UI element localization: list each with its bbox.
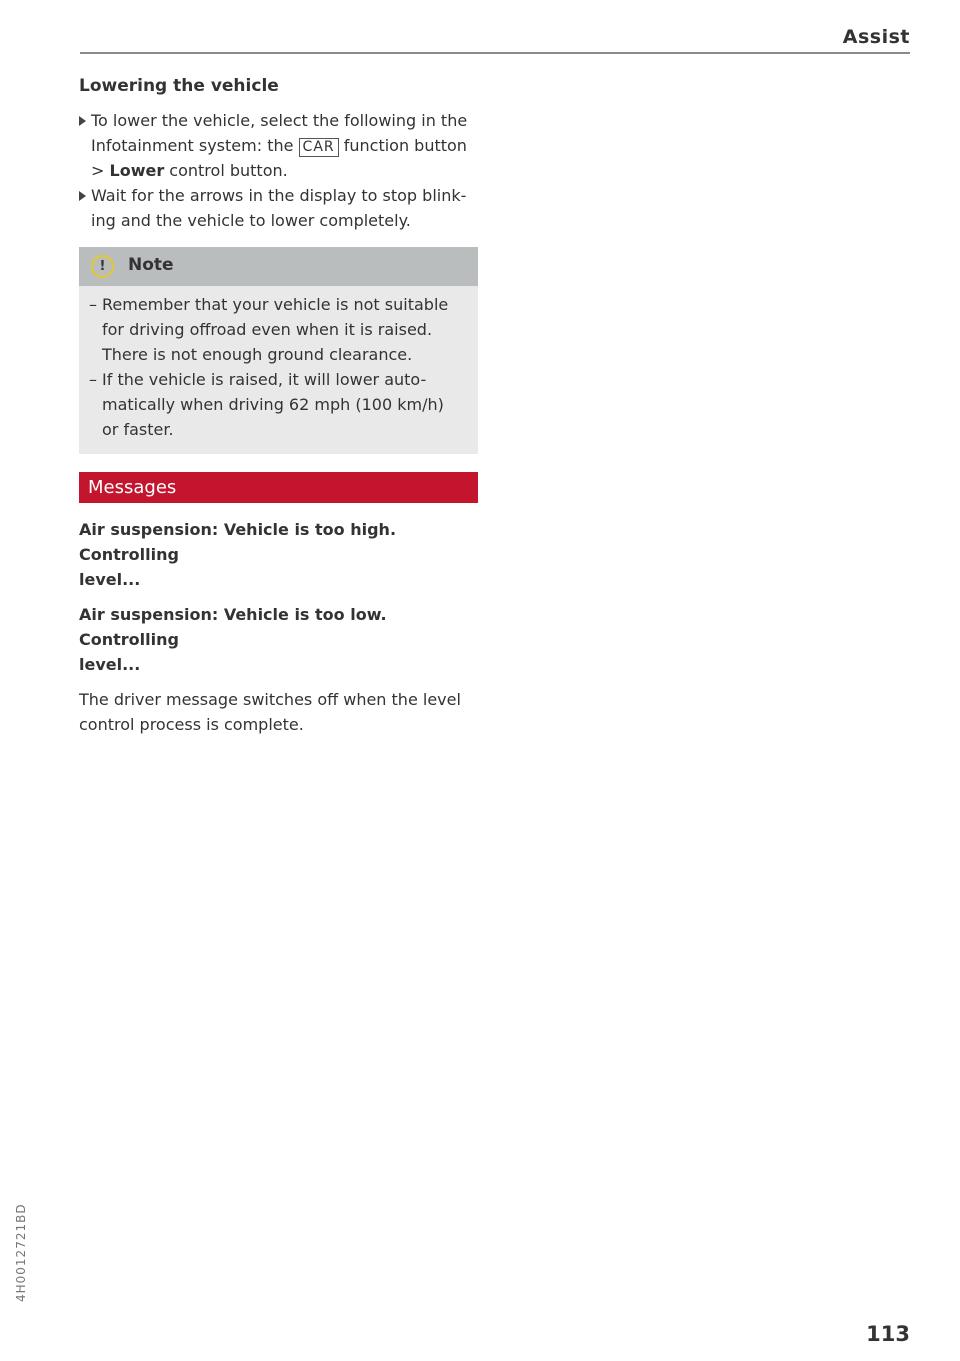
message-1-line-1: Air suspension: Vehicle is too high. Controlling (79, 520, 397, 564)
lower-control-label: Lower (109, 161, 165, 180)
section-title: Assist (842, 26, 910, 48)
step-1-line-2 (79, 133, 479, 158)
step-2-line-1: Wait for the arrows in the display to stop blink- (91, 186, 467, 205)
message-1-line-2: level... (79, 570, 141, 589)
dash-bullet: – (89, 295, 97, 314)
step-1-line-3-post: control button. (164, 161, 288, 180)
arrow-bullet-icon (79, 116, 86, 126)
dash-bullet: – (89, 370, 97, 389)
step-1-line-1: To lower the vehicle, select the following in the (91, 111, 468, 130)
paragraph-line-2: control process is complete. (79, 715, 304, 734)
step-1 (79, 108, 479, 183)
step-1-line-2-pre: Infotainment system: the (91, 136, 299, 155)
page-number: 113 (866, 1322, 910, 1346)
exclamation-icon: ! (91, 255, 114, 278)
message-2 (79, 602, 479, 677)
note-item-line: or faster. (102, 420, 174, 439)
messages-heading: Messages (79, 472, 478, 503)
step-2 (79, 183, 479, 233)
paragraph-line-1: The driver message switches off when the level (79, 690, 461, 709)
lowering-heading: Lowering the vehicle (79, 76, 279, 96)
step-1-line-2-post: function button (338, 136, 467, 155)
message-2-line-2: level... (79, 655, 141, 674)
note-item (89, 367, 468, 442)
note-item-line: for driving offroad even when it is raised. (102, 320, 433, 339)
main-column (79, 76, 479, 737)
step-2-line-2: ing and the vehicle to lower completely. (91, 211, 411, 230)
arrow-bullet-icon (79, 191, 86, 201)
message-paragraph (79, 687, 479, 737)
note-item-line: Remember that your vehicle is not suitable (102, 295, 449, 314)
document-code: 4H0012721BD (14, 1203, 28, 1302)
car-key: CAR (299, 138, 339, 157)
message-2-line-1: Air suspension: Vehicle is too low. Controlling (79, 605, 387, 649)
note-body (79, 286, 478, 454)
note-item-line: matically when driving 62 mph (100 km/h) (102, 395, 444, 414)
note-item-line: There is not enough ground clearance. (102, 345, 413, 364)
note-box (79, 247, 478, 454)
step-1-line-3-pre: > (91, 161, 110, 180)
step-1-line-3 (79, 158, 479, 183)
header-rule (80, 52, 910, 54)
note-item-line: If the vehicle is raised, it will lower auto- (102, 370, 427, 389)
note-title: Note (128, 255, 174, 275)
note-header (79, 247, 478, 286)
note-item (89, 292, 468, 367)
message-1 (79, 517, 479, 592)
